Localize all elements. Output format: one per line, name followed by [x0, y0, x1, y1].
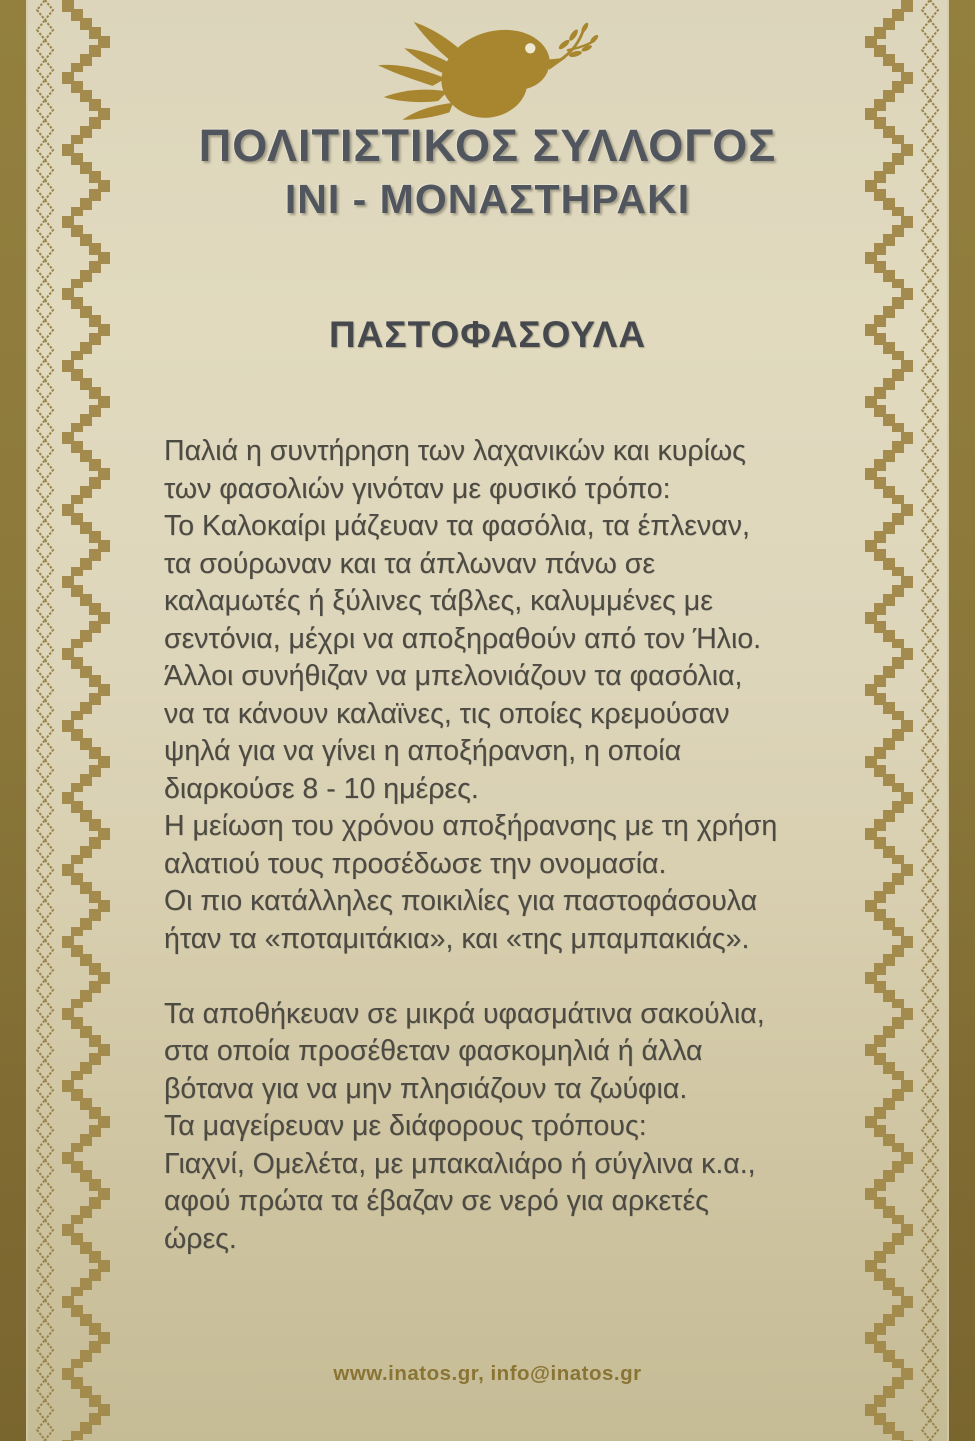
body-line: αλατιού τους προσέδωσε την ονομασία.: [164, 847, 667, 880]
body-line: Τα μαγείρευαν με διάφορους τρόπους:: [164, 1110, 647, 1142]
body-paragraph-2: [164, 996, 864, 1259]
page-title: ΠΑΣΤΟΦΑΣΟΥΛΑ: [328, 314, 647, 355]
association-title-line2: ΙΝΙ - ΜΟΝΑΣΤΗΡΑΚΙ: [284, 176, 691, 222]
body-line: βότανα για να μην πλησιάζουν τα ζωύφια.: [164, 1072, 688, 1105]
body-line: Τα αποθήκευαν σε μικρά υφασμάτινα σακούλια,: [164, 997, 765, 1030]
body-line: σεντόνια, μέχρι να αποξηραθούν από τον Ήλιο.: [164, 622, 762, 655]
dove-olive-branch-icon: [370, 20, 605, 133]
body-line: στα οποία προσέθεταν φασκομηλιά ή άλλα: [164, 1035, 703, 1067]
body-line: να τα κάνουν καλαϊνες, τις οποίες κρεμούσαν: [164, 697, 730, 730]
body-line: Η μείωση του χρόνου αποξήρανσης με τη χρήση: [164, 810, 778, 842]
footer-contact: www.inatos.gr, info@inatos.gr: [333, 1362, 642, 1385]
body-line: Το Καλοκαίρι μάζευαν τα φασόλια, τα έπλεναν,: [164, 510, 750, 542]
body-line: καλαμωτές ή ξύλινες τάβλες, καλυμμένες με: [164, 585, 713, 617]
body-line: τα σούρωναν και τα άπλωναν πάνω σε: [164, 547, 656, 580]
body-text: [164, 433, 864, 1258]
body-paragraph-1: [164, 433, 864, 958]
body-line: αφού πρώτα τα έβαζαν σε νερό για αρκετές: [164, 1185, 709, 1217]
body-line: Παλιά η συντήρηση των λαχανικών και κυρίως: [164, 435, 746, 467]
body-line: ώρες.: [164, 1222, 237, 1255]
body-line: διαρκούσε 8 - 10 ημέρες.: [164, 772, 479, 805]
body-line: των φασολιών γινόταν με φυσικό τρόπο:: [164, 472, 671, 505]
body-line: Άλλοι συνήθιζαν να μπελονιάζουν τα φασόλια,: [164, 660, 743, 692]
body-line: Οι πιο κατάλληλες ποικιλίες για παστοφάσουλα: [164, 885, 758, 917]
association-title-line1: ΠΟΛΙΤΙΣΤΙΚΟΣ ΣΥΛΛΟΓΟΣ: [198, 120, 777, 171]
body-line: ήταν τα «ποταμιτάκια», και «της μπαμπακιάς».: [164, 922, 750, 955]
body-line: ψηλά για να γίνει η αποξήρανση, η οποία: [164, 735, 682, 767]
body-line: Γιαχνί, Ομελέτα, με μπακαλιάρο ή σύγλινα κ.α.,: [164, 1147, 756, 1180]
